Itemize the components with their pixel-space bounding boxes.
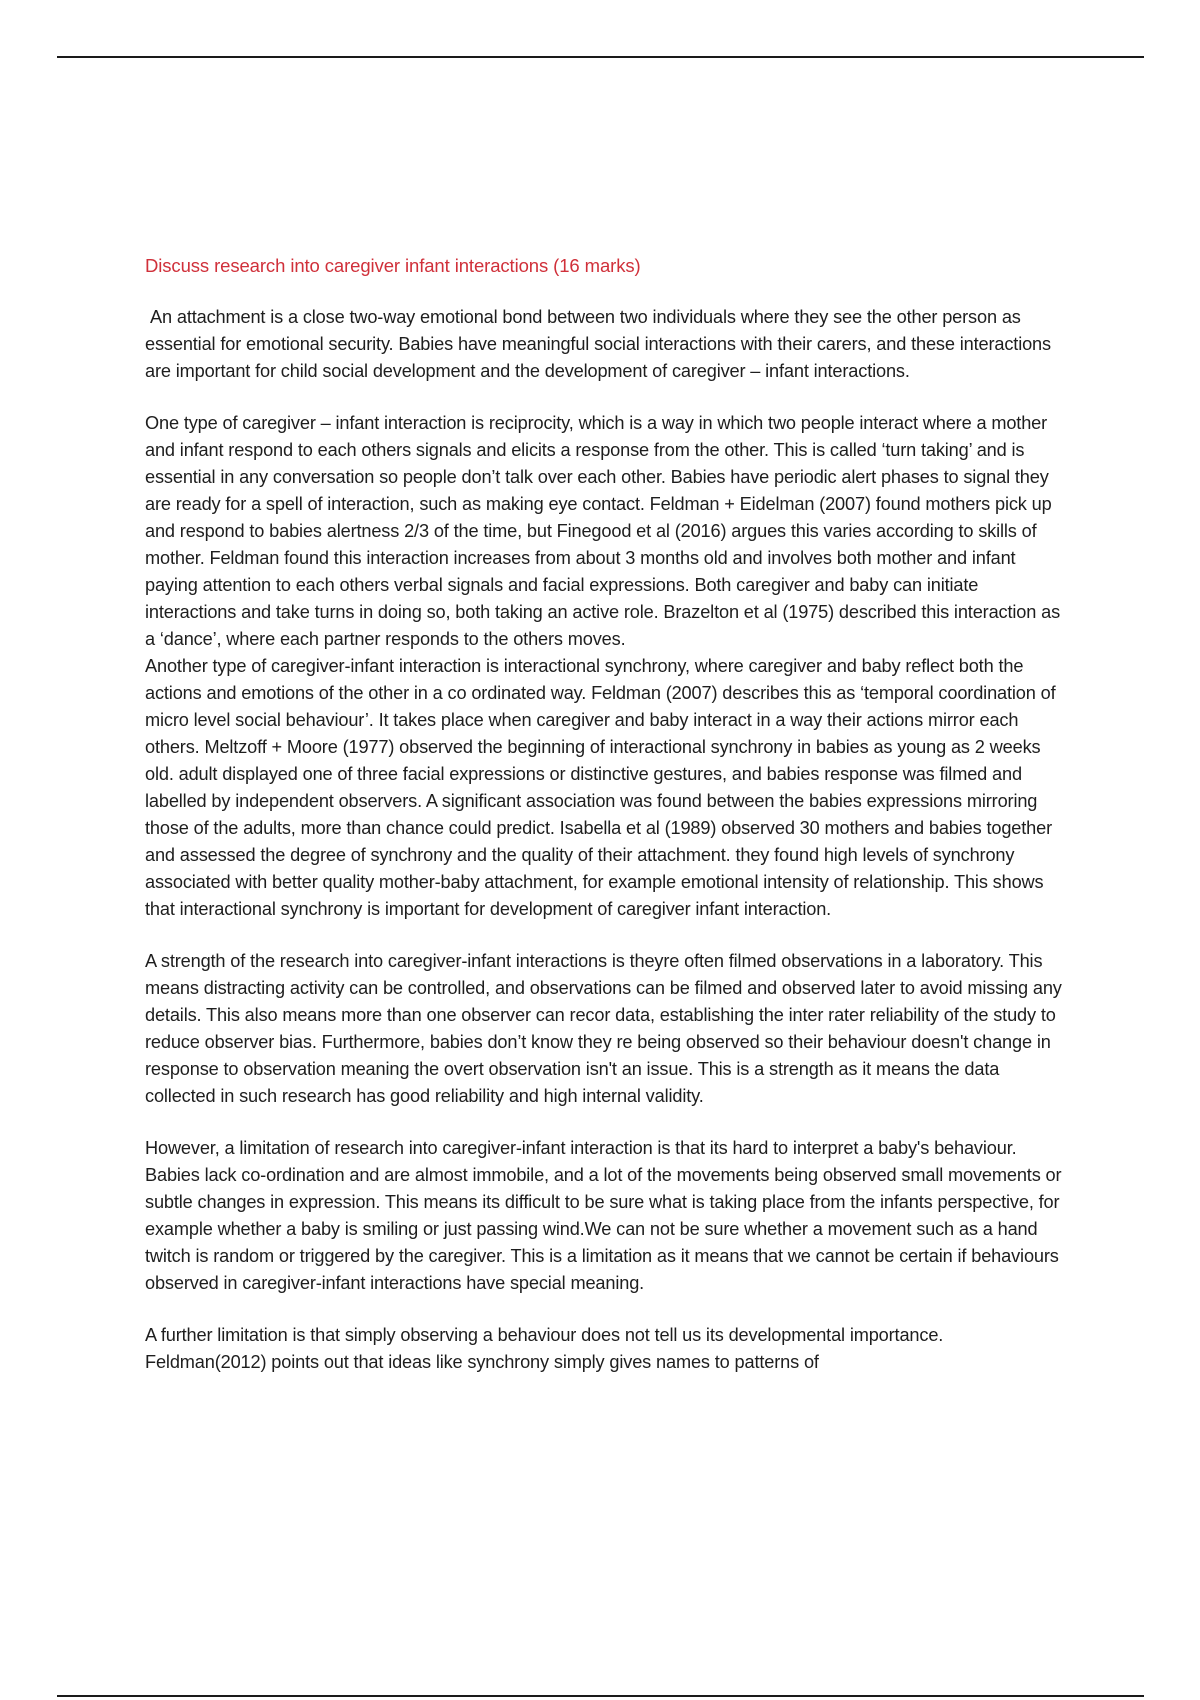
paragraph-attachment-definition: An attachment is a close two-way emotional bond between two individuals where they see the other person as essential for emotional security. Babies have meaningful social interactions with their carers, and these interactions are important for child social development and the development of caregiver – infant interactions. [145,307,1051,381]
paragraph-limitation-interpretation: However, a limitation of research into caregiver-infant interaction is that its hard to interpret a baby's behaviour. Babies lack co-ordination and are almost immobile, and a lot of the movements being observed small movements or subtle changes in expression. This means its difficult to be sure what is taking place from the infants perspective, for example whether a baby is smiling or just passing wind.We can not be sure whether a movement such as a hand twitch is random or triggered by the caregiver. This is a limitation as it means that we cannot be certain if behaviours observed in caregiver-infant interactions have special meaning. [145,1138,1062,1293]
paragraph-interactional-synchrony: Another type of caregiver-infant interaction is interactional synchrony, where caregiver and baby reflect both the actions and emotions of the other in a co ordinated way. Feldman (2007) describes this as ‘temporal coordination of micro level social behaviour’. It takes place when caregiver and baby interact in a way their actions mirror each others. Meltzoff + Moore (1977) observed the beginning of interactional synchrony in babies as young as 2 weeks old. adult displayed one of three facial expressions or distinctive gestures, and babies response was filmed and labelled by independent observers. A significant association was found between the babies expressions mirroring those of the adults, more than chance could predict. Isabella et al (1989) observed 30 mothers and babies together and assessed the degree of synchrony and the quality of their attachment. they found high levels of synchrony associated with better quality mother-baby attachment, for example emotional intensity of relationship. This shows that interactional synchrony is important for development of caregiver infant interaction. [145,656,1056,919]
paragraph-limitation-developmental-importance: A further limitation is that simply observing a behaviour does not tell us its developmental importance. Feldman(2012) points out that ideas like synchrony simply gives names to patterns of [145,1325,944,1372]
essay-question-heading: Discuss research into caregiver infant interactions (16 marks) [145,255,641,276]
header-rule [57,56,1144,58]
paragraph-strength-filmed-observations: A strength of the research into caregiver-infant interactions is theyre often filmed observations in a laboratory. This means distracting activity can be controlled, and observations can be filmed and observed later to avoid missing any details. This also means more than one observer can recor data, establishing the inter rater reliability of the study to reduce observer bias. Furthermore, babies don’t know they re being observed so their behaviour doesn't change in response to observation meaning the overt observation isn't an issue. This is a strength as it means the data collected in such research has good reliability and high internal validity. [145,951,1062,1106]
footer-rule [57,1695,1144,1697]
document-body [145,252,1065,1376]
paragraph-reciprocity: One type of caregiver – infant interaction is reciprocity, which is a way in which two people interact where a mother and infant respond to each others signals and elicits a response from the other. This is called ‘turn taking’ and is essential in any conversation so people don’t talk over each other. Babies have periodic alert phases to signal they are ready for a spell of interaction, such as making eye contact. Feldman + Eidelman (2007) found mothers pick up and respond to babies alertness 2/3 of the time, but Finegood et al (2016) argues this varies according to skills of mother. Feldman found this interaction increases from about 3 months old and involves both mother and infant paying attention to each others verbal signals and facial expressions. Both caregiver and baby can initiate interactions and take turns in doing so, both taking an active role. Brazelton et al (1975) described this interaction as a ‘dance’, where each partner responds to the others moves. [145,413,1061,649]
